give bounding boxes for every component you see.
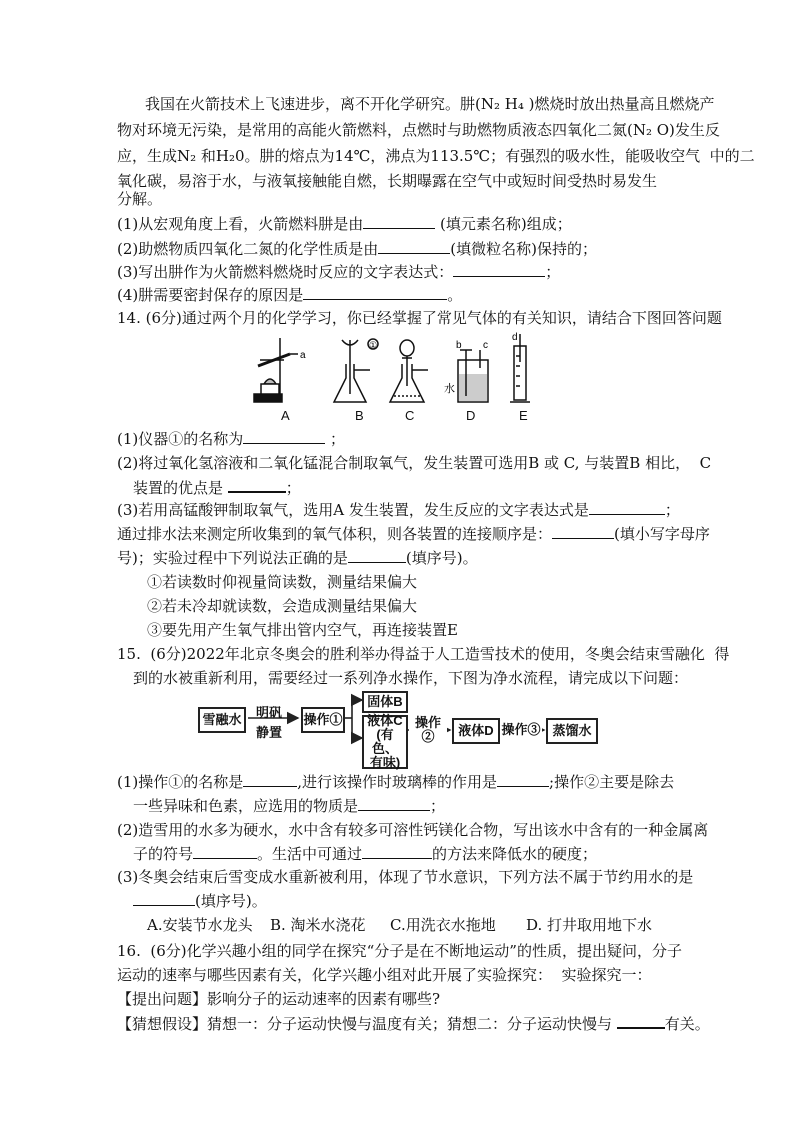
flow-start: 雪融水 (198, 707, 246, 733)
answer-blank[interactable] (228, 476, 286, 493)
answer-blank[interactable] (617, 1012, 665, 1029)
q15-choice-b: B. 淘米水浇花 (270, 916, 366, 934)
q15-choice-a: A.安装节水龙头 (147, 916, 253, 934)
flow-reagent-2: 静置 (256, 725, 283, 740)
q15-part-1b: 一些异味和色素，应选用的物质是 ； (133, 797, 446, 815)
fig-label-a: A (281, 408, 290, 423)
q15-choice-c: C.用洗衣水拖地 (390, 916, 496, 934)
intro-line-1: 我国在火箭技术上飞速进步，离不开化学研究。肼(N₂ H₄ )燃烧时放出热量高且燃烧产 (145, 95, 715, 113)
q16-stem-1: 16. (6分)化学兴趣小组的同学在探究“分子是在不断地运动”的性质，提出疑问，分子 (117, 942, 682, 960)
q14-part-1: (1)仪器①的名称为 ； (117, 430, 346, 448)
mark-water: 水 (444, 382, 455, 395)
fig-label-b: B (355, 408, 364, 423)
fig-label-d: D (466, 408, 476, 423)
flow-liquid-c-note-2: 有味) (369, 755, 401, 770)
q13-part-3: (3)写出肼作为火箭燃料燃烧时反应的文字表达式： ； (117, 263, 561, 281)
answer-blank[interactable] (363, 213, 435, 229)
q15-stem-1: 15. (6分)2022年北京冬奥会的胜利举办得益于人工造雪技术的使用，冬奥会结束雪融化 得 (117, 645, 730, 663)
fig-label-c: C (405, 408, 415, 423)
q15-part-2b: 子的符号 。生活中可通过 的方法来降低水的硬度； (133, 845, 598, 863)
flow-reagent-1: 明矾 (256, 705, 283, 720)
flow-liquid-c-note-1: (有色、 (371, 727, 398, 756)
answer-blank[interactable] (497, 771, 549, 787)
q14-stem: 14. (6分)通过两个月的化学学习，你已经掌握了常见气体的有关知识，请结合下图回答问题 (117, 309, 722, 327)
apparatus-d (458, 350, 488, 402)
flow-end: 蒸馏水 (546, 718, 598, 744)
flow-solid-b: 固体B (362, 691, 408, 713)
answer-blank[interactable] (552, 523, 614, 539)
q15-part-3b: (填序号)。 (133, 890, 267, 912)
intro-line-3: 应，生成N₂ 和H₂0。肼的熔点为14℃，沸点为113.5℃；有强烈的吸水性，能吸收空气 中的二 (117, 147, 755, 165)
q16-stem-4: 【猜想假设】猜想一：分子运动快慢与温度有关；猜想二：分子运动快慢与 有关。 (117, 1012, 710, 1035)
q14-option-1: ①若读数时仰视量筒读数，测量结果偏大 (147, 573, 418, 591)
answer-blank[interactable] (589, 499, 665, 515)
q14-part-3: (3)若用高锰酸钾制取氧气，选用A 发生装置，发生反应的文字表达式是 ； (117, 501, 680, 519)
apparatus-a (254, 338, 298, 402)
flow-op-3: 操作③ (500, 720, 542, 740)
q15-part-3: (3)冬奥会结束后雪变成水重新被利用，体现了节水意识，下列方法不属于节约用水的是 (117, 868, 694, 886)
q15-part-2: (2)造雪用的水多为硬水，水中含有较多可溶性钙镁化合物，写出该水中含有的一种金属离 (117, 821, 709, 839)
flow-op-2: 操作② (409, 720, 447, 740)
answer-blank[interactable] (453, 261, 545, 277)
intro-line-5: 分解。 (117, 190, 163, 208)
flow-liquid-c-label: 液体C (367, 713, 403, 728)
q14-part-5: 号)；实验过程中下列说法正确的是 (填序号)。 (117, 549, 478, 567)
q14-part-2: (2)将过氧化氢溶液和二氧化锰混合制取氧气，发生装置可选用B 或 C, 与装置B 相比， C (117, 454, 712, 472)
flow-op-1: 操作① (301, 707, 345, 733)
answer-blank[interactable] (193, 843, 257, 859)
q13-part-4: (4)肼需要密封保存的原因是 。 (117, 286, 463, 304)
answer-blank[interactable] (362, 843, 432, 859)
q13-part-1: (1)从宏观角度上看，火箭燃料肼是由 (填元素名称)组成； (117, 215, 572, 233)
q15-stem-2: 到的水被重新利用，需要经过一系列净水操作，下图为净水流程，请完成以下问题： (133, 669, 689, 687)
answer-blank[interactable] (378, 238, 450, 254)
mark-a: a (300, 350, 306, 361)
mark-d: d (512, 332, 518, 343)
answer-blank[interactable] (243, 428, 325, 444)
answer-blank[interactable] (303, 284, 447, 300)
mark-c: c (483, 340, 488, 351)
apparatus-e (510, 334, 530, 402)
q13-part-2: (2)助燃物质四氧化二氮的化学性质是由 (填微粒名称)保持的； (117, 240, 597, 258)
q14-option-3: ③要先用产生氧气排出管内空气，再连接装置E (147, 621, 458, 639)
answer-blank[interactable] (358, 795, 430, 811)
intro-line-2: 物对环境无污染，是常用的高能火箭燃料，点燃时与助燃物质液态四氧化二氮(N₂ O)发生反 (117, 121, 720, 139)
apparatus-c (390, 340, 428, 402)
q16-stem-2: 运动的速率与哪些因素有关，化学兴趣小组对此开展了实验探究： 实验探究一： (117, 966, 652, 984)
mark-circle1: ① (369, 340, 378, 350)
flow-liquid-c (362, 715, 408, 769)
q14-option-2: ②若未冷却就读数，会造成测量结果偏大 (147, 597, 418, 615)
q15-choice-d: D. 打井取用地下水 (526, 916, 653, 934)
mark-b: b (456, 340, 462, 351)
q14-part-2b: 装置的优点是 ； (133, 476, 301, 499)
answer-blank[interactable] (133, 890, 195, 906)
answer-blank[interactable] (243, 771, 297, 787)
q14-part-4: 通过排水法来测定所收集到的氧气体积，则各装置的连接顺序是： (填小写字母序 (117, 525, 710, 543)
flow-liquid-d: 液体D (452, 718, 500, 744)
q15-part-1: (1)操作①的名称是 ,进行该操作时玻璃棒的作用是 ;操作②主要是除去 (117, 773, 675, 791)
fig-label-e: E (519, 408, 528, 423)
answer-blank[interactable] (348, 547, 406, 563)
intro-line-4: 氧化碳，易溶于水，与液氧接触能自燃，长期曝露在空气中或短时间受热时易发生 (117, 172, 658, 190)
q16-stem-3: 【提出问题】影响分子的运动速率的因素有哪些? (117, 990, 441, 1008)
